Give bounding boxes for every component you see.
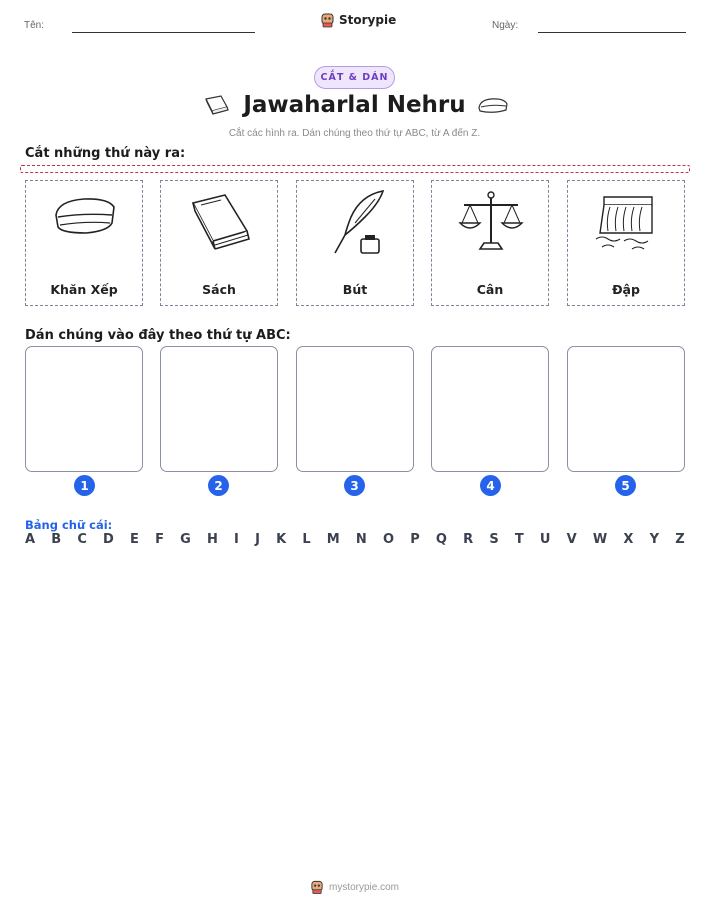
scales-icon xyxy=(456,187,526,257)
letter: Z xyxy=(675,532,685,547)
cut-guide-line xyxy=(20,165,690,173)
letter: R xyxy=(463,532,474,547)
cut-label-2: Sách xyxy=(202,282,236,297)
order-number-3: 3 xyxy=(344,475,365,496)
cut-label-5: Đập xyxy=(612,282,640,297)
activity-badge: CẮT & DÁN xyxy=(314,66,395,89)
paste-box-5[interactable] xyxy=(567,346,685,472)
letter: P xyxy=(410,532,420,547)
letter: C xyxy=(77,532,87,547)
cut-card-2[interactable] xyxy=(160,180,278,306)
cut-card-4[interactable] xyxy=(431,180,549,306)
letter: M xyxy=(326,532,340,547)
cap-doodle-icon xyxy=(476,95,510,115)
paste-box-1[interactable] xyxy=(25,346,143,472)
cut-card-3[interactable] xyxy=(296,180,414,306)
book-icon xyxy=(185,187,255,257)
brand-name: Storypie xyxy=(339,13,397,27)
letter: D xyxy=(103,532,114,547)
letter: F xyxy=(155,532,164,547)
footer xyxy=(0,879,709,895)
name-label: Tên: xyxy=(24,20,45,31)
letter: W xyxy=(592,532,608,547)
letter: E xyxy=(130,532,139,547)
alphabet-row xyxy=(25,532,685,547)
date-label: Ngày: xyxy=(492,20,519,31)
letter: V xyxy=(566,532,577,547)
letter: J xyxy=(255,532,260,547)
letter: S xyxy=(489,532,499,547)
footer-url[interactable]: mystorypie.com xyxy=(328,881,399,893)
letter: K xyxy=(276,532,287,547)
storypie-mascot-icon xyxy=(320,12,335,28)
letter: O xyxy=(382,532,395,547)
cut-label-4: Cân xyxy=(476,282,504,297)
dam-icon xyxy=(592,187,662,257)
order-number-4: 4 xyxy=(480,475,501,496)
cut-card-5[interactable] xyxy=(567,180,685,306)
name-line[interactable] xyxy=(72,32,255,33)
paste-box-4[interactable] xyxy=(431,346,549,472)
order-number-2: 2 xyxy=(208,475,229,496)
letter: L xyxy=(302,532,311,547)
letter: I xyxy=(234,532,239,547)
cut-card-1[interactable] xyxy=(25,180,143,306)
order-number-1: 1 xyxy=(74,475,95,496)
order-number-5: 5 xyxy=(615,475,636,496)
page-title: Jawaharlal Nehru xyxy=(243,92,466,118)
paste-box-2[interactable] xyxy=(160,346,278,472)
brand-logo xyxy=(320,12,396,28)
paste-heading: Dán chúng vào đây theo thứ tự ABC: xyxy=(25,328,291,343)
date-line[interactable] xyxy=(538,32,686,33)
letter: N xyxy=(355,532,367,547)
cut-heading: Cắt những thứ này ra: xyxy=(25,146,186,161)
letter: T xyxy=(514,532,524,547)
storypie-mascot-icon xyxy=(310,879,324,895)
letter: Y xyxy=(649,532,660,547)
letter: A xyxy=(25,532,36,547)
letter: X xyxy=(623,532,634,547)
letter: G xyxy=(180,532,191,547)
alphabet-heading: Bảng chữ cái: xyxy=(25,518,113,532)
quill-pen-icon xyxy=(321,187,391,257)
letter: B xyxy=(51,532,62,547)
instructions: Cắt các hình ra. Dán chúng theo thứ tự ABC, từ A đến Z. xyxy=(228,128,481,139)
cut-label-1: Khăn Xếp xyxy=(50,282,118,297)
letter: Q xyxy=(435,532,447,547)
paste-box-3[interactable] xyxy=(296,346,414,472)
letter: H xyxy=(206,532,218,547)
gandhi-cap-icon xyxy=(50,187,120,257)
cut-label-3: Bút xyxy=(342,282,368,297)
letter: U xyxy=(539,532,551,547)
